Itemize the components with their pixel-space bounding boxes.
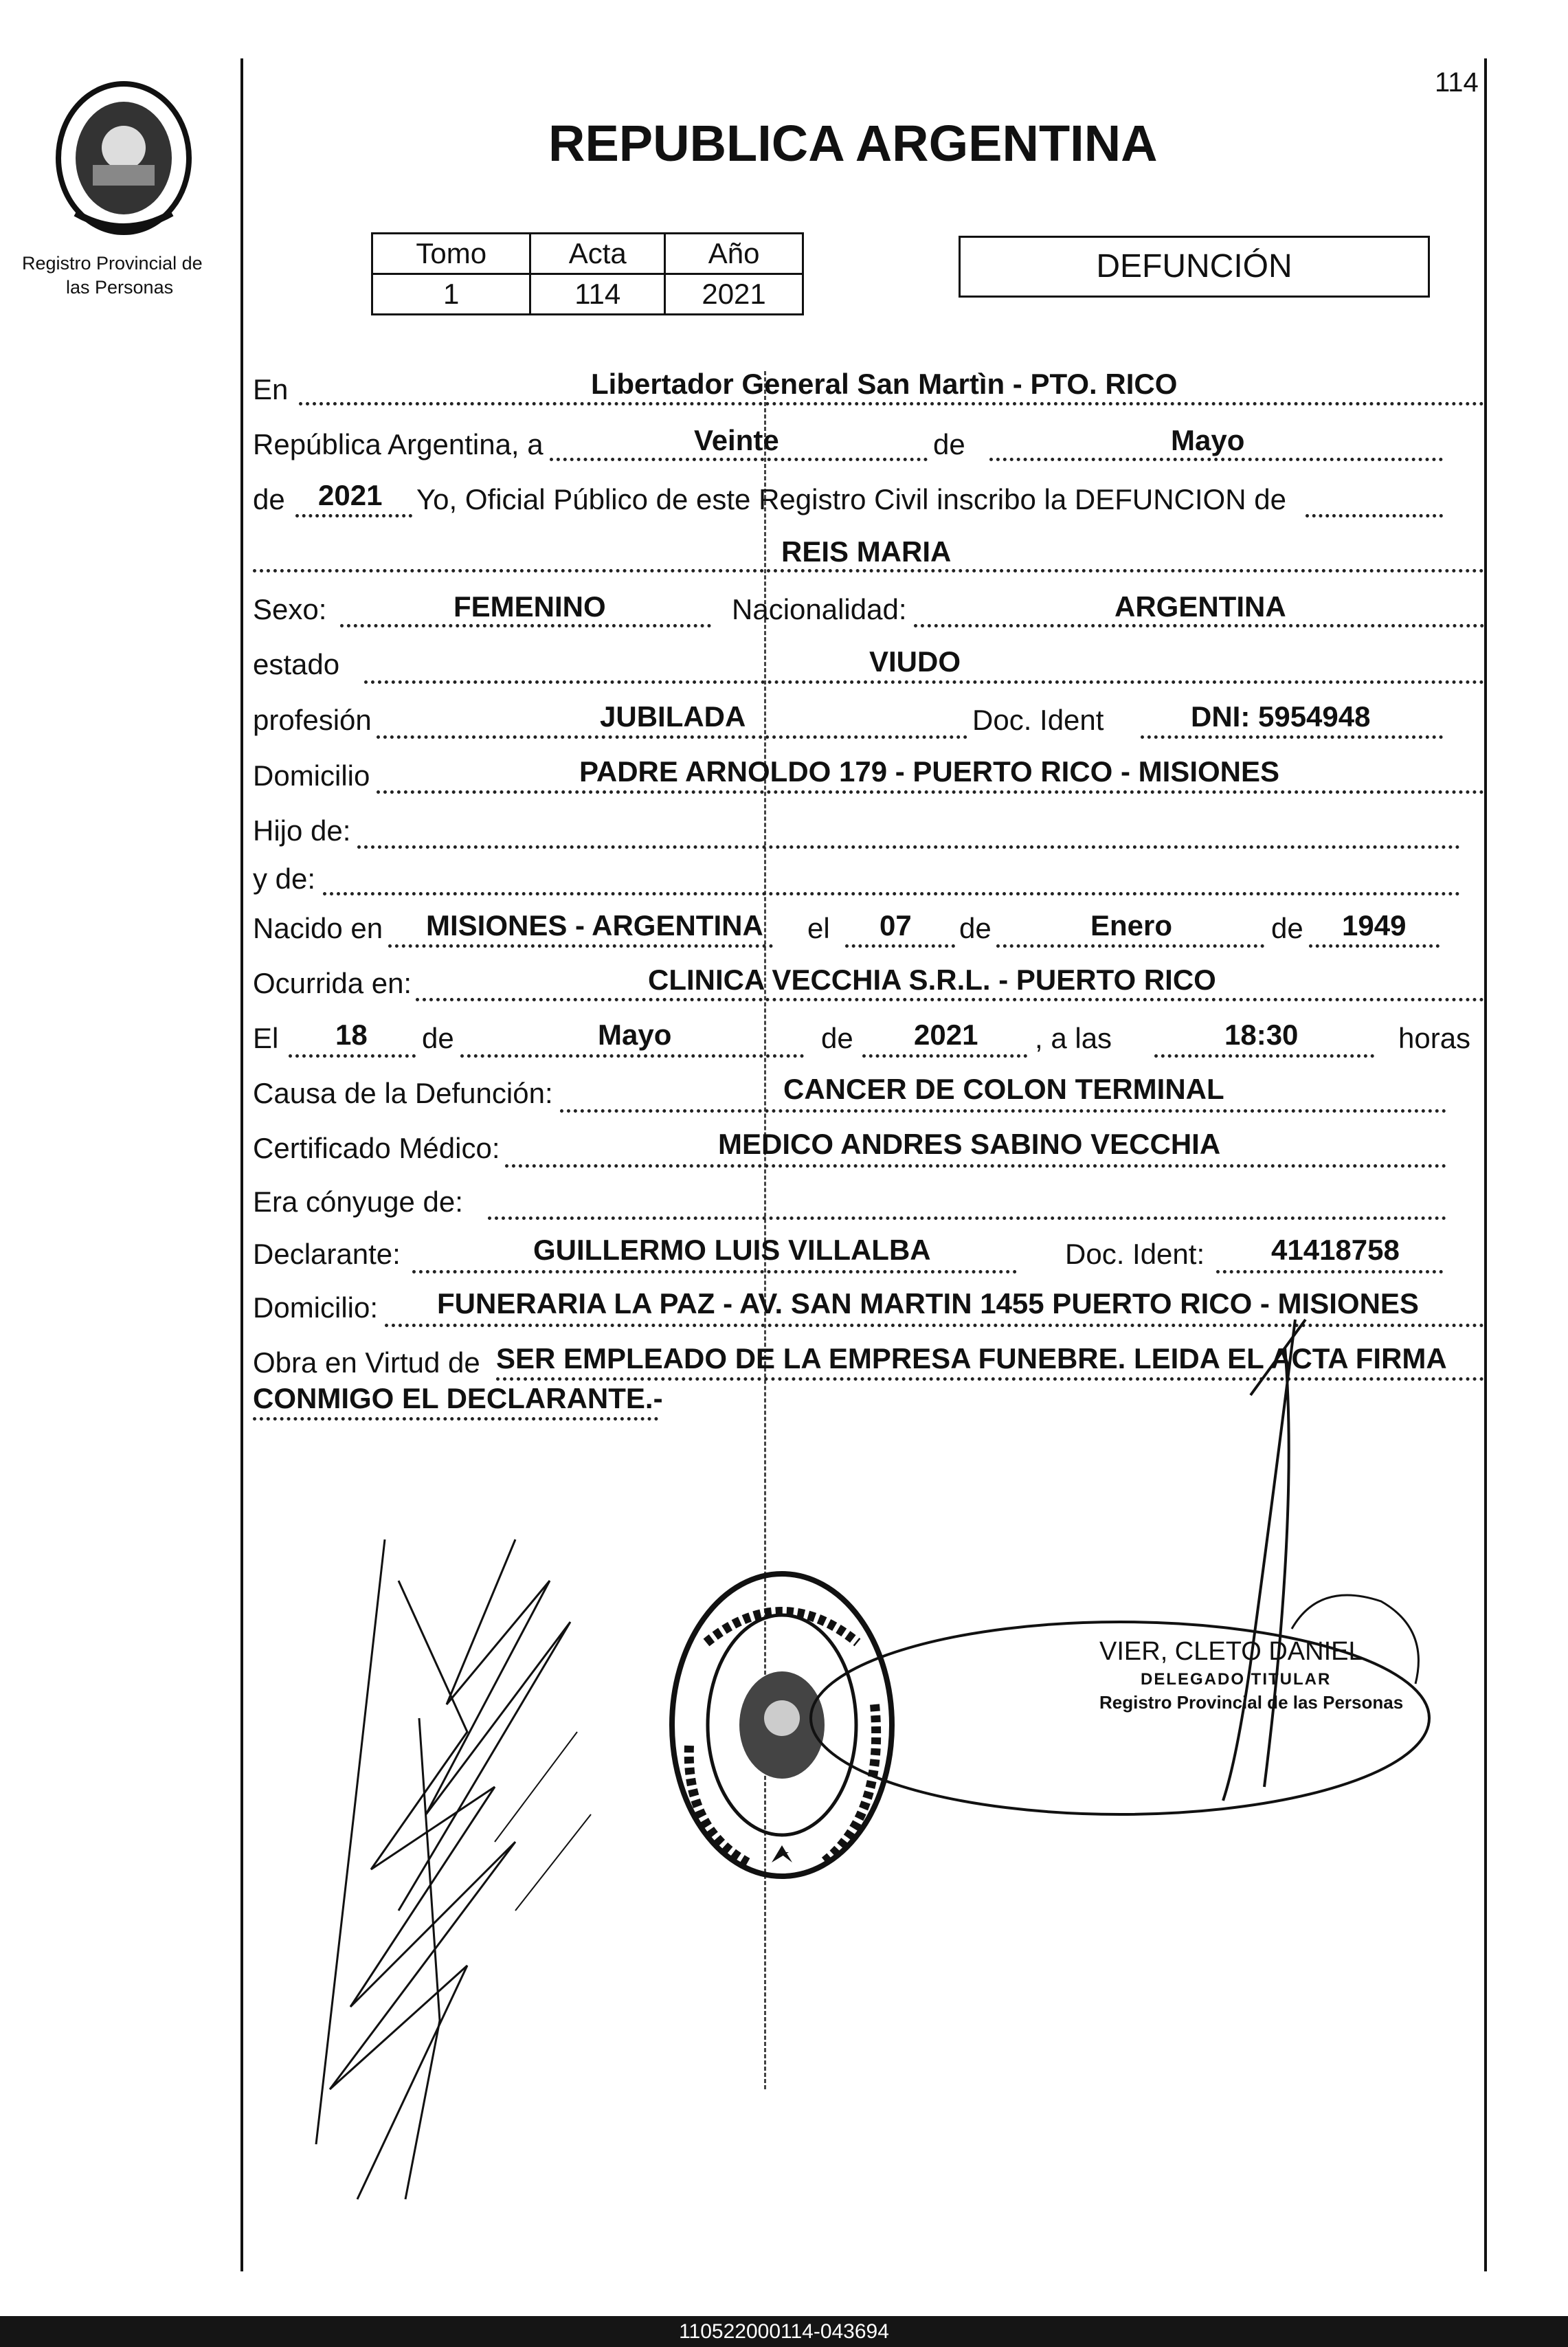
issuer-line-1: Registro Provincial de: [22, 253, 203, 274]
value-dia-letras: Veinte: [694, 424, 779, 456]
dots-conyuge: [488, 1216, 1446, 1220]
dots-certificado: [505, 1164, 1446, 1168]
dots-dni: [1141, 735, 1443, 739]
dots-def-dia: [289, 1054, 416, 1058]
dots-domicilio: [377, 790, 1484, 794]
label-declarante: Declarante:: [253, 1238, 401, 1270]
right-margin-line: [1484, 58, 1487, 2271]
reference-table: [371, 232, 804, 315]
label-hijo-de: Hijo de:: [253, 814, 351, 847]
dots-estado: [364, 680, 1484, 684]
dots-y-de: [323, 892, 1460, 896]
dots-nombre: [253, 569, 1484, 572]
value-def-dia: 18: [335, 1019, 368, 1051]
label-el-cap: El: [253, 1022, 279, 1054]
dots-declarante: [412, 1270, 1017, 1273]
label-domicilio-2: Domicilio:: [253, 1291, 379, 1324]
value-nac-anio: 1949: [1342, 909, 1407, 942]
label-en: En: [253, 373, 289, 405]
reference-table-values: [372, 274, 803, 315]
label-el: el: [807, 912, 830, 944]
footer-code-strip: [0, 2316, 1568, 2347]
value-dni: DNI: 5954948: [1191, 700, 1371, 733]
value-tomo: 1: [372, 274, 530, 315]
value-lugar: Libertador General San Martìn - PTO. RICO: [591, 368, 1178, 400]
value-obra-line2: CONMIGO EL DECLARANTE.-: [253, 1382, 663, 1414]
dots-nac-dia: [845, 944, 955, 948]
value-def-mes: Mayo: [598, 1019, 672, 1051]
label-doc-ident: Doc. Ident: [972, 704, 1104, 736]
value-nac-dia: 07: [880, 909, 912, 942]
dots-nac-mes: [996, 944, 1264, 948]
value-declarante-doc: 41418758: [1271, 1234, 1400, 1266]
dots-def-anio: [862, 1054, 1027, 1058]
label-doc-ident-2: Doc. Ident:: [1065, 1238, 1205, 1270]
provincial-seal-logo: [48, 76, 199, 241]
value-declarante: GUILLERMO LUIS VILLALBA: [533, 1234, 931, 1266]
dots-ocurrida-en: [416, 998, 1484, 1001]
value-hora: 18:30: [1224, 1019, 1299, 1051]
record-type-box: [959, 236, 1430, 298]
value-causa: CANCER DE COLON TERMINAL: [783, 1073, 1224, 1105]
dots-dia: [550, 458, 928, 461]
value-nac-mes: Enero: [1090, 909, 1173, 942]
label-certificado: Certificado Médico:: [253, 1132, 500, 1164]
label-de-5: de: [422, 1022, 454, 1054]
label-estado: estado: [253, 648, 340, 680]
dots-hijo-de: [357, 845, 1460, 849]
value-profesion: JUBILADA: [600, 700, 746, 733]
issuer-line-2: las Personas: [66, 277, 174, 298]
dots-mes: [989, 458, 1443, 461]
header-anio: Año: [665, 234, 803, 274]
record-type: DEFUNCIÓN: [1096, 248, 1292, 285]
label-republica: República Argentina, a: [253, 428, 544, 460]
value-nombre: REIS MARIA: [781, 535, 952, 568]
label-ocurrida-en: Ocurrida en:: [253, 967, 412, 999]
dots-hora: [1154, 1054, 1374, 1058]
value-declarante-domicilio: FUNERARIA LA PAZ - AV. SAN MARTIN 1455 PUERTO RICO - MISIONES: [437, 1287, 1419, 1320]
label-de-4: de: [1271, 912, 1303, 944]
declarant-signature: [289, 1526, 618, 2213]
label-a-las: , a las: [1035, 1022, 1112, 1054]
label-nacionalidad: Nacionalidad:: [732, 593, 907, 625]
dots-obra-1: [496, 1377, 1484, 1381]
header-tomo: Tomo: [372, 234, 530, 274]
value-sexo: FEMENINO: [453, 590, 606, 623]
dots-obra-2: [253, 1417, 658, 1421]
label-yo: Yo, Oficial Público de este Registro Civil inscribo la DEFUNCION de: [416, 483, 1286, 515]
value-estado: VIUDO: [869, 645, 961, 678]
value-ocurrida-en: CLINICA VECCHIA S.R.L. - PUERTO RICO: [648, 964, 1216, 996]
dots-defuncion-de: [1306, 514, 1443, 518]
dots-def-mes: [460, 1054, 804, 1058]
label-horas: horas: [1398, 1022, 1471, 1054]
value-domicilio: PADRE ARNOLDO 179 - PUERTO RICO - MISIONES: [579, 755, 1280, 788]
label-y-de: y de:: [253, 863, 316, 895]
label-profesion: profesión: [253, 704, 372, 736]
left-margin-line: [240, 58, 243, 2271]
label-de-1: de: [933, 428, 965, 460]
dots-declarante-doc: [1216, 1270, 1443, 1273]
value-nacionalidad: ARGENTINA: [1115, 590, 1286, 623]
value-anio-registro: 2021: [318, 479, 383, 511]
value-anio: 2021: [665, 274, 803, 315]
label-sexo: Sexo:: [253, 593, 327, 625]
label-conyuge: Era cónyuge de:: [253, 1186, 463, 1218]
value-def-anio: 2021: [914, 1019, 978, 1051]
label-nacido-en: Nacido en: [253, 912, 383, 944]
reference-table-header: [372, 234, 803, 274]
dots-anio: [295, 514, 412, 518]
value-acta: 114: [530, 274, 665, 315]
official-signature: [1168, 1306, 1319, 1814]
dots-causa: [560, 1109, 1446, 1113]
label-de-6: de: [821, 1022, 853, 1054]
dots-sexo: [340, 624, 711, 627]
label-domicilio: Domicilio: [253, 759, 370, 792]
official-role: DELEGADO TITULAR: [1141, 1670, 1332, 1689]
value-mes: Mayo: [1171, 424, 1245, 456]
footer-code: 110522000114-043694: [679, 2320, 889, 2343]
dots-lugar: [299, 402, 1484, 405]
page-number: 114: [1435, 67, 1479, 98]
label-causa: Causa de la Defunción:: [253, 1077, 553, 1109]
label-de-2: de: [253, 483, 285, 515]
label-obra: Obra en Virtud de: [253, 1346, 480, 1379]
official-name: VIER, CLETO DANIEL: [1099, 1637, 1363, 1666]
dots-profesion: [377, 735, 967, 739]
official-office: Registro Provincial de las Personas: [1099, 1692, 1404, 1713]
page-title: REPUBLICA ARGENTINA: [548, 115, 1158, 172]
value-nacido-en: MISIONES - ARGENTINA: [426, 909, 763, 942]
label-de-3: de: [959, 912, 992, 944]
value-certificado: MEDICO ANDRES SABINO VECCHIA: [718, 1128, 1221, 1160]
dots-nac-anio: [1309, 944, 1440, 948]
dots-domicilio-2: [385, 1324, 1484, 1327]
header-acta: Acta: [530, 234, 665, 274]
value-obra-line1: SER EMPLEADO DE LA EMPRESA FUNEBRE. LEIDA EL ACTA FIRMA: [496, 1342, 1447, 1375]
dots-nacionalidad: [914, 624, 1484, 627]
dots-nacido-en: [388, 944, 773, 948]
